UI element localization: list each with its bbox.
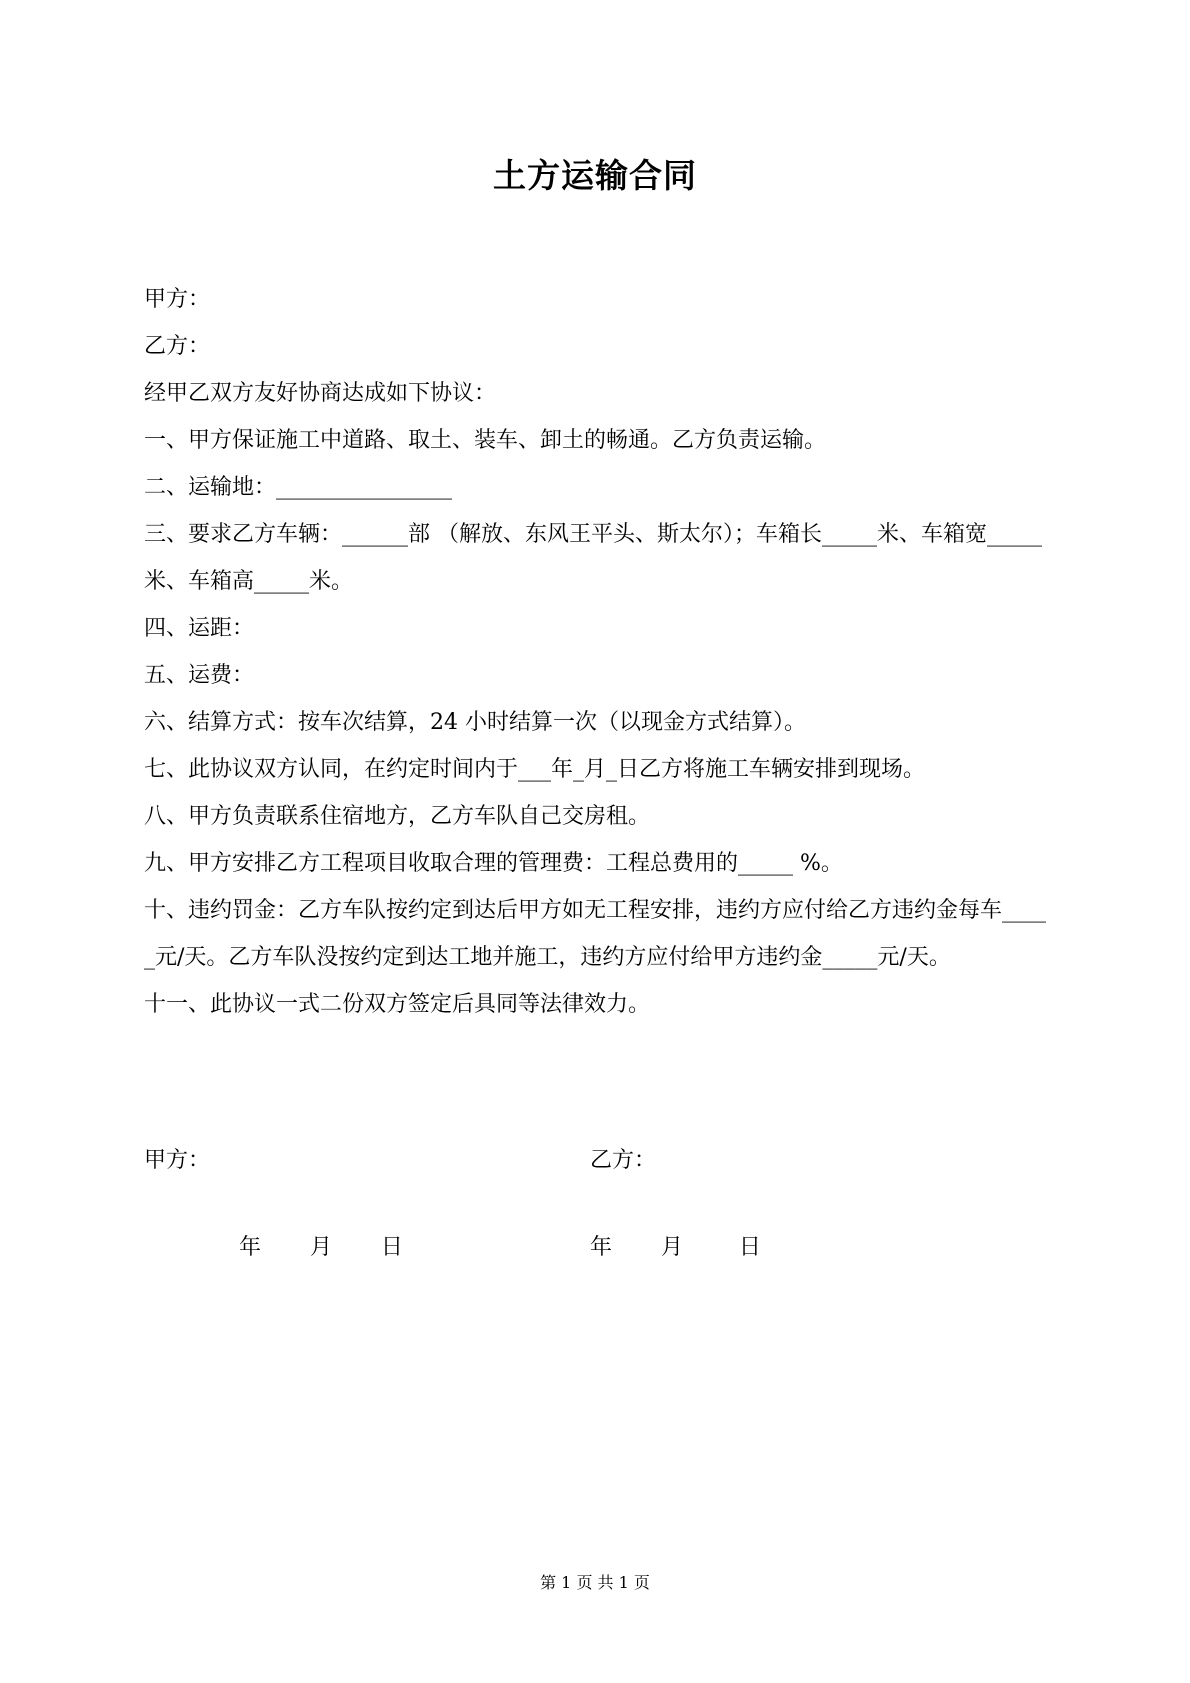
clause-4: 四、运距：: [144, 616, 255, 641]
clause-11: 十一、此协议一式二份双方签定后具同等法律效力。: [144, 992, 651, 1017]
clause-10: 十、违约罚金：乙方车队按约定到达后甲方如无工程安排，违约方应付给乙方违约金每车_____元/天。乙方车队没按约定到达工地并施工，违约方应付给甲方违约金_____元/天。: [144, 898, 1047, 970]
contract-body: [144, 276, 1054, 1028]
clause-1: 一、甲方保证施工中道路、取土、装车、卸土的畅通。乙方负责运输。: [144, 428, 827, 453]
clause-3: 三、要求乙方车辆：______部 （解放、东风王平头、斯太尔）；车箱长_____米、车箱宽_____米、车箱高_____米。: [144, 522, 1042, 594]
clause-9: 九、甲方安排乙方工程项目收取合理的管理费：工程总费用的_____ %。: [144, 851, 843, 876]
intro-line: 经甲乙双方友好协商达成如下协议：: [144, 381, 497, 406]
signature-party-b-date: 年 月 日: [590, 1235, 761, 1260]
contract-title: 土方运输合同: [493, 156, 697, 195]
clause-2: 二、运输地：________________: [144, 475, 453, 500]
clause-7: 七、此协议双方认同，在约定时间内于___年_月_日乙方将施工车辆安排到现场。: [144, 757, 926, 782]
page-footer: 第 1 页 共 1 页: [540, 1573, 650, 1592]
signature-party-a-date: 年 月 日: [239, 1235, 403, 1260]
clause-8: 八、甲方负责联系住宿地方，乙方车队自己交房租。: [144, 804, 651, 829]
party-a-line: 甲方：: [144, 287, 211, 312]
signature-party-b-label: 乙方：: [590, 1148, 657, 1173]
clause-5: 五、运费：: [144, 663, 255, 688]
clause-6: 六、结算方式：按车次结算，24 小时结算一次（以现金方式结算）。: [144, 710, 806, 735]
signature-party-a-label: 甲方：: [144, 1148, 211, 1173]
party-b-line: 乙方：: [144, 334, 211, 359]
